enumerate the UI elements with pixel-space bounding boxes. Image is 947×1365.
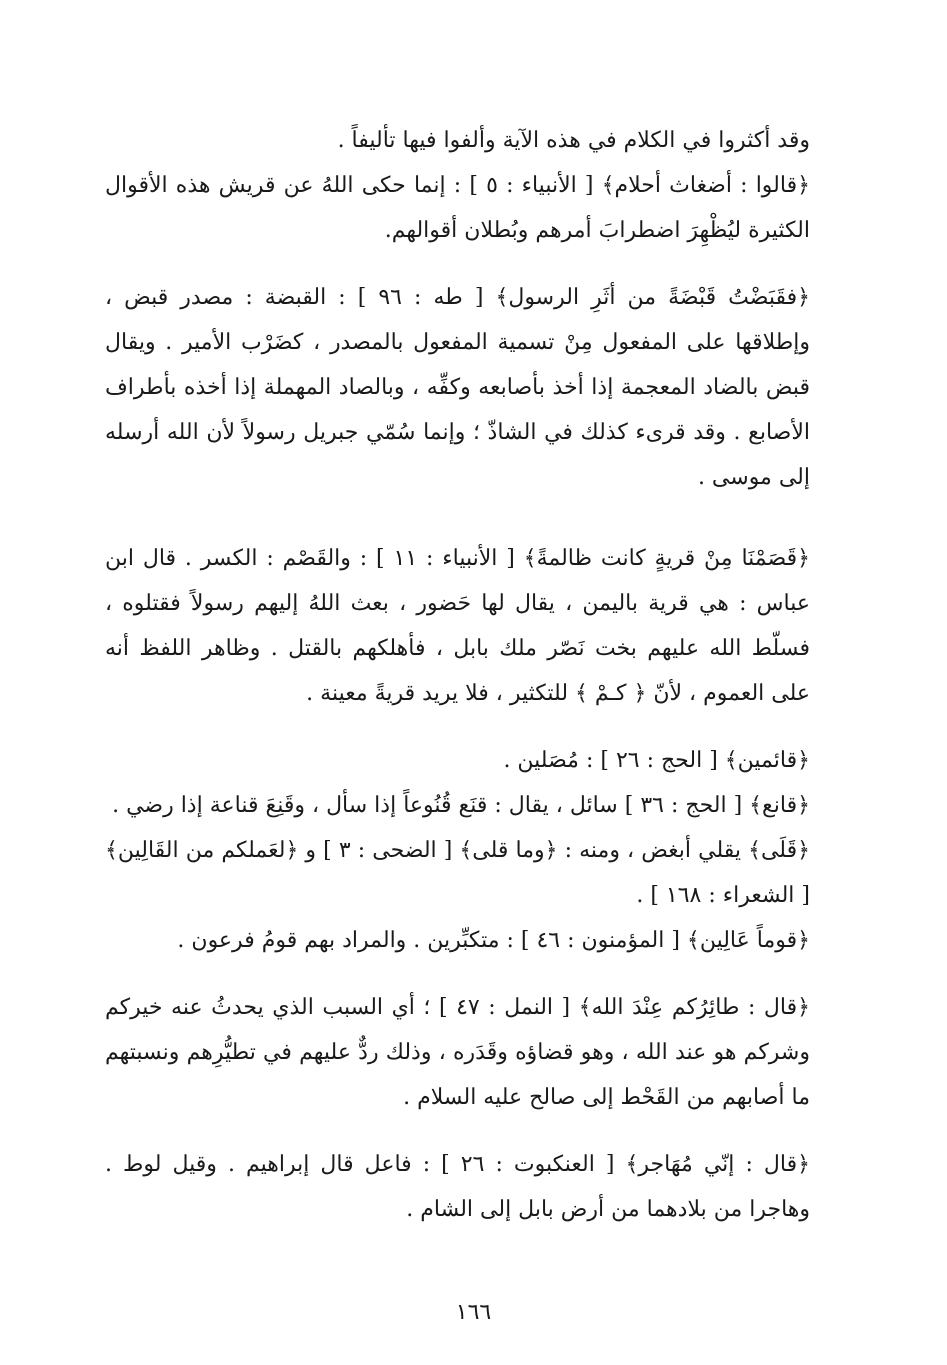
para-qawman: ﴿قوماً عَالِين﴾ [ المؤمنون : ٤٦ ] : متكبِّرين . والمراد بهم قومُ فرعون . <box>177 928 810 953</box>
para-muhajir: ﴿قال : إنّي مُهَاجر﴾ [ العنكبوت : ٢٦ ] : فاعل قال إبراهيم . وقيل لوط . وهاجرا من بلادهما من أرض بابل إلى الشام . <box>105 1152 810 1222</box>
para-intro: وقد أكثروا في الكلام في هذه الآية وألفوا فيها تأليفاً . <box>337 128 810 153</box>
para-qala: ﴿قَلَى﴾ يقلي أبغض ، ومنه : ﴿وما قلى﴾ [ الضحى : ٣ ] و ﴿لعَملكم من القَالِين﴾ [ الشعراء : ١٦٨ ] . <box>105 838 810 908</box>
para-taiirukum: ﴿قال : طائِرُكم عِنْدَ الله﴾ [ النمل : ٤٧ ] ؛ أي السبب الذي يحدثُ عنه خيركم وشركم هو عند الله ، وهو قضاؤه وقَدَره ، وذلك ردٌّ عليهم في تطيُّرِهم ونسبتهم ما أصابهم من القَحْط إلى صالح عليه السلام . <box>105 995 810 1110</box>
para-qaimin: ﴿قائمين﴾ [ الحج : ٢٦ ] : مُصَلين . <box>503 748 810 773</box>
page-number: ١٦٦ <box>455 1300 492 1325</box>
para-qasamna: ﴿قَصَمْنَا مِنْ قريةٍ كانت ظالمةً﴾ [ الأنبياء : ١١ ] : والقَصْم : الكسر . قال ابن عباس : هي قرية باليمن ، يقال لها حَضور ، بعث اللهُ إليهم رسولاً فقتلوه ، فسلّط الله عليهم بخت نَصّر ملك بابل ، فأهلكهم بالقتل . وظاهر اللفظ أنه على العموم ، لأنّ ﴿ كـمْ ﴾ للتكثير ، فلا يريد قريةً معينة . <box>105 546 810 706</box>
body-text <box>105 118 810 1232</box>
para-qani: ﴿قانع﴾ [ الحج : ٣٦ ] سائل ، يقال : قنَع قُنُوعاً إذا سأل ، وقَنِعَ قناعة إذا رضي . <box>112 793 810 818</box>
para-qalu: ﴿قالوا : أضغاث أحلام﴾ [ الأنبياء : ٥ ] : إنما حكى اللهُ عن قريش هذه الأقوال الكثيرة ليُظْهِرَ اضطرابَ أمرهم وبُطلان أقوالهم. <box>105 173 810 243</box>
para-faqabadtu: ﴿فقَبَضْتُ قَبْضَةً من أثَرِ الرسول﴾ [ طه : ٩٦ ] : القبضة : مصدر قبض ، وإطلاقها على المفعول مِنْ تسمية المفعول بالمصدر ، كضَرْب الأمير . ويقال قبض بالضاد المعجمة إذا أخذ بأصابعه وكفِّه ، وبالصاد المهملة إذا أخذه بأطراف الأصابع . وقد قرىء كذلك في الشاذّ ؛ وإنما سُمّي جبريل رسولاً لأن الله أرسله إلى موسى . <box>105 285 810 490</box>
